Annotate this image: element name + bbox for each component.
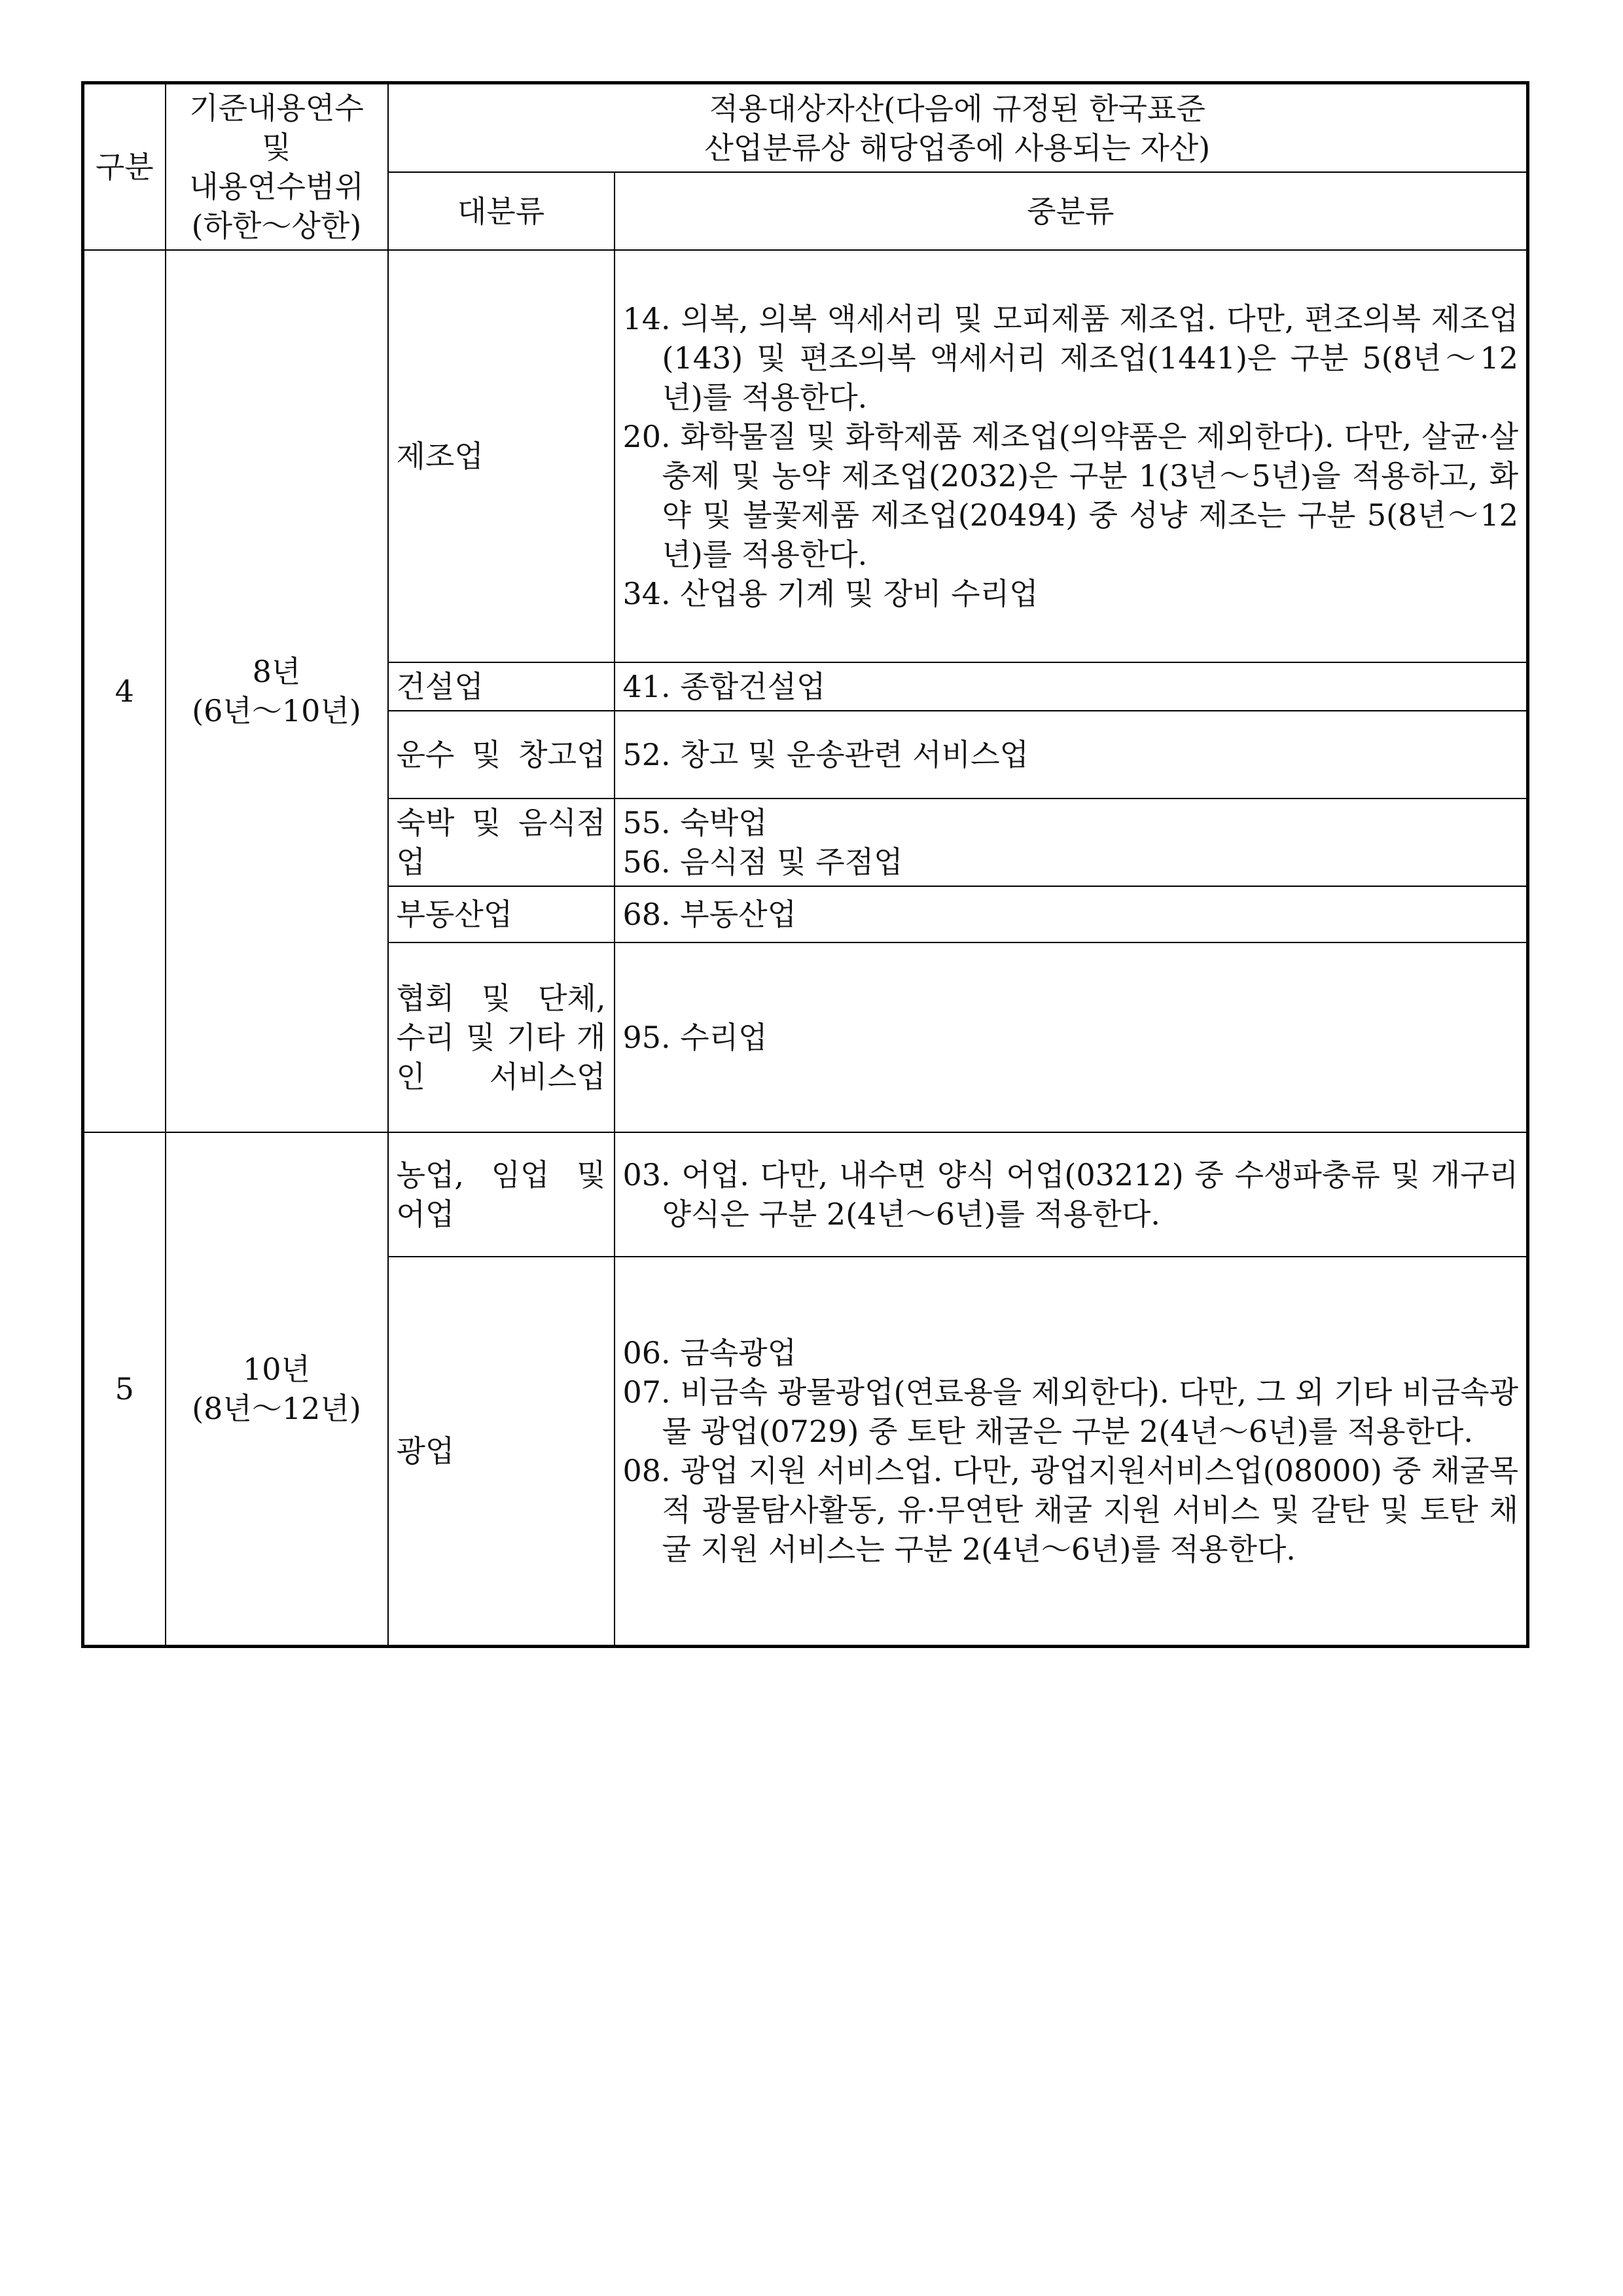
header-applicable-assets <box>388 83 1528 173</box>
list-item: 08. 광업 지원 서비스업. 다만, 광업지원서비스업(08000) 중 채굴목적 광물탐사활동, 유·무연탄 채굴 지원 서비스 및 갈탄 및 토탄 채굴 지원 서비스는 구분 2(4년～6년)를 적용한다. <box>622 1453 1519 1567</box>
minor-category-cell <box>615 1132 1528 1257</box>
useful-life-years: 10년 <box>243 1352 310 1387</box>
gubun-cell: 5 <box>83 1132 166 1647</box>
header-minor-category: 중분류 <box>615 172 1528 250</box>
list-item: 20. 화학물질 및 화학제품 제조업(의약품은 제외한다). 다만, 살균·살충제 및 농약 제조업(2032)은 구분 1(3년～5년)을 적용하고, 화약 및 불꽃제품 제조업(20494) 중 성냥 제조는 구분 5(8년～12년)를 적용한다. <box>622 419 1519 572</box>
list-item: 07. 비금속 광물광업(연료용을 제외한다). 다만, 그 외 기타 비금속광물 광업(0729) 중 토탄 채굴은 구분 2(4년～6년)를 적용한다. <box>622 1374 1519 1449</box>
header-gubun: 구분 <box>83 83 166 251</box>
list-item: 06. 금속광업 <box>622 1335 797 1371</box>
useful-life-years: 8년 <box>252 654 301 689</box>
minor-category-cell <box>615 250 1528 662</box>
list-item: 34. 산업용 기계 및 장비 수리업 <box>622 576 1039 611</box>
list-item: 14. 의복, 의복 액세서리 및 모피제품 제조업. 다만, 편조의복 제조업(143) 및 편조의복 액세서리 제조업(1441)은 구분 5(8년～12년)를 적용한다. <box>622 301 1519 415</box>
list-item: 95. 수리업 <box>622 1020 768 1055</box>
list-item: 41. 종합건설업 <box>622 669 826 704</box>
header-applicable-assets-line: 산업분류상 해당업종에 사용되는 자산) <box>704 130 1211 166</box>
header-useful-life-line: 내용연수범위 <box>189 169 364 204</box>
list-item: 68. 부동산업 <box>622 897 797 932</box>
major-category-cell: 제조업 <box>388 250 615 662</box>
header-useful-life-line: 및 <box>262 130 291 165</box>
major-category-cell: 숙박 및 음식점업 <box>388 798 615 886</box>
list-item: 52. 창고 및 운송관련 서비스업 <box>622 737 1029 772</box>
major-category-cell: 운수 및 창고업 <box>388 711 615 798</box>
gubun-cell: 4 <box>83 250 166 1132</box>
minor-category-cell <box>615 711 1528 798</box>
depreciation-table <box>81 81 1529 1648</box>
major-category-cell: 광업 <box>388 1257 615 1647</box>
table-row <box>83 1132 1528 1257</box>
header-useful-life <box>166 83 388 251</box>
minor-category-cell <box>615 662 1528 711</box>
header-useful-life-line: (하한～상한) <box>191 208 362 243</box>
table-row <box>83 250 1528 662</box>
major-category-cell: 협회 및 단체, 수리 및 기타 개인 서비스업 <box>388 942 615 1132</box>
header-useful-life-line: 기준내용연수 <box>189 90 364 126</box>
list-item: 56. 음식점 및 주점업 <box>622 844 903 880</box>
useful-life-range: (6년～10년) <box>192 693 361 728</box>
header-row-1 <box>83 83 1528 173</box>
useful-life-cell <box>166 1132 388 1647</box>
minor-category-cell <box>615 1257 1528 1647</box>
major-category-cell: 부동산업 <box>388 886 615 942</box>
minor-category-cell <box>615 798 1528 886</box>
header-major-category: 대분류 <box>388 172 615 250</box>
header-applicable-assets-line: 적용대상자산(다음에 규정된 한국표준 <box>709 90 1205 126</box>
major-category-cell: 건설업 <box>388 662 615 711</box>
minor-category-cell <box>615 886 1528 942</box>
useful-life-range: (8년～12년) <box>192 1391 361 1426</box>
minor-category-cell <box>615 942 1528 1132</box>
list-item: 55. 숙박업 <box>622 805 768 840</box>
major-category-cell: 농업, 임업 및 어업 <box>388 1132 615 1257</box>
useful-life-cell <box>166 250 388 1132</box>
list-item: 03. 어업. 다만, 내수면 양식 어업(03212) 중 수생파충류 및 개구리 양식은 구분 2(4년～6년)를 적용한다. <box>622 1157 1519 1232</box>
